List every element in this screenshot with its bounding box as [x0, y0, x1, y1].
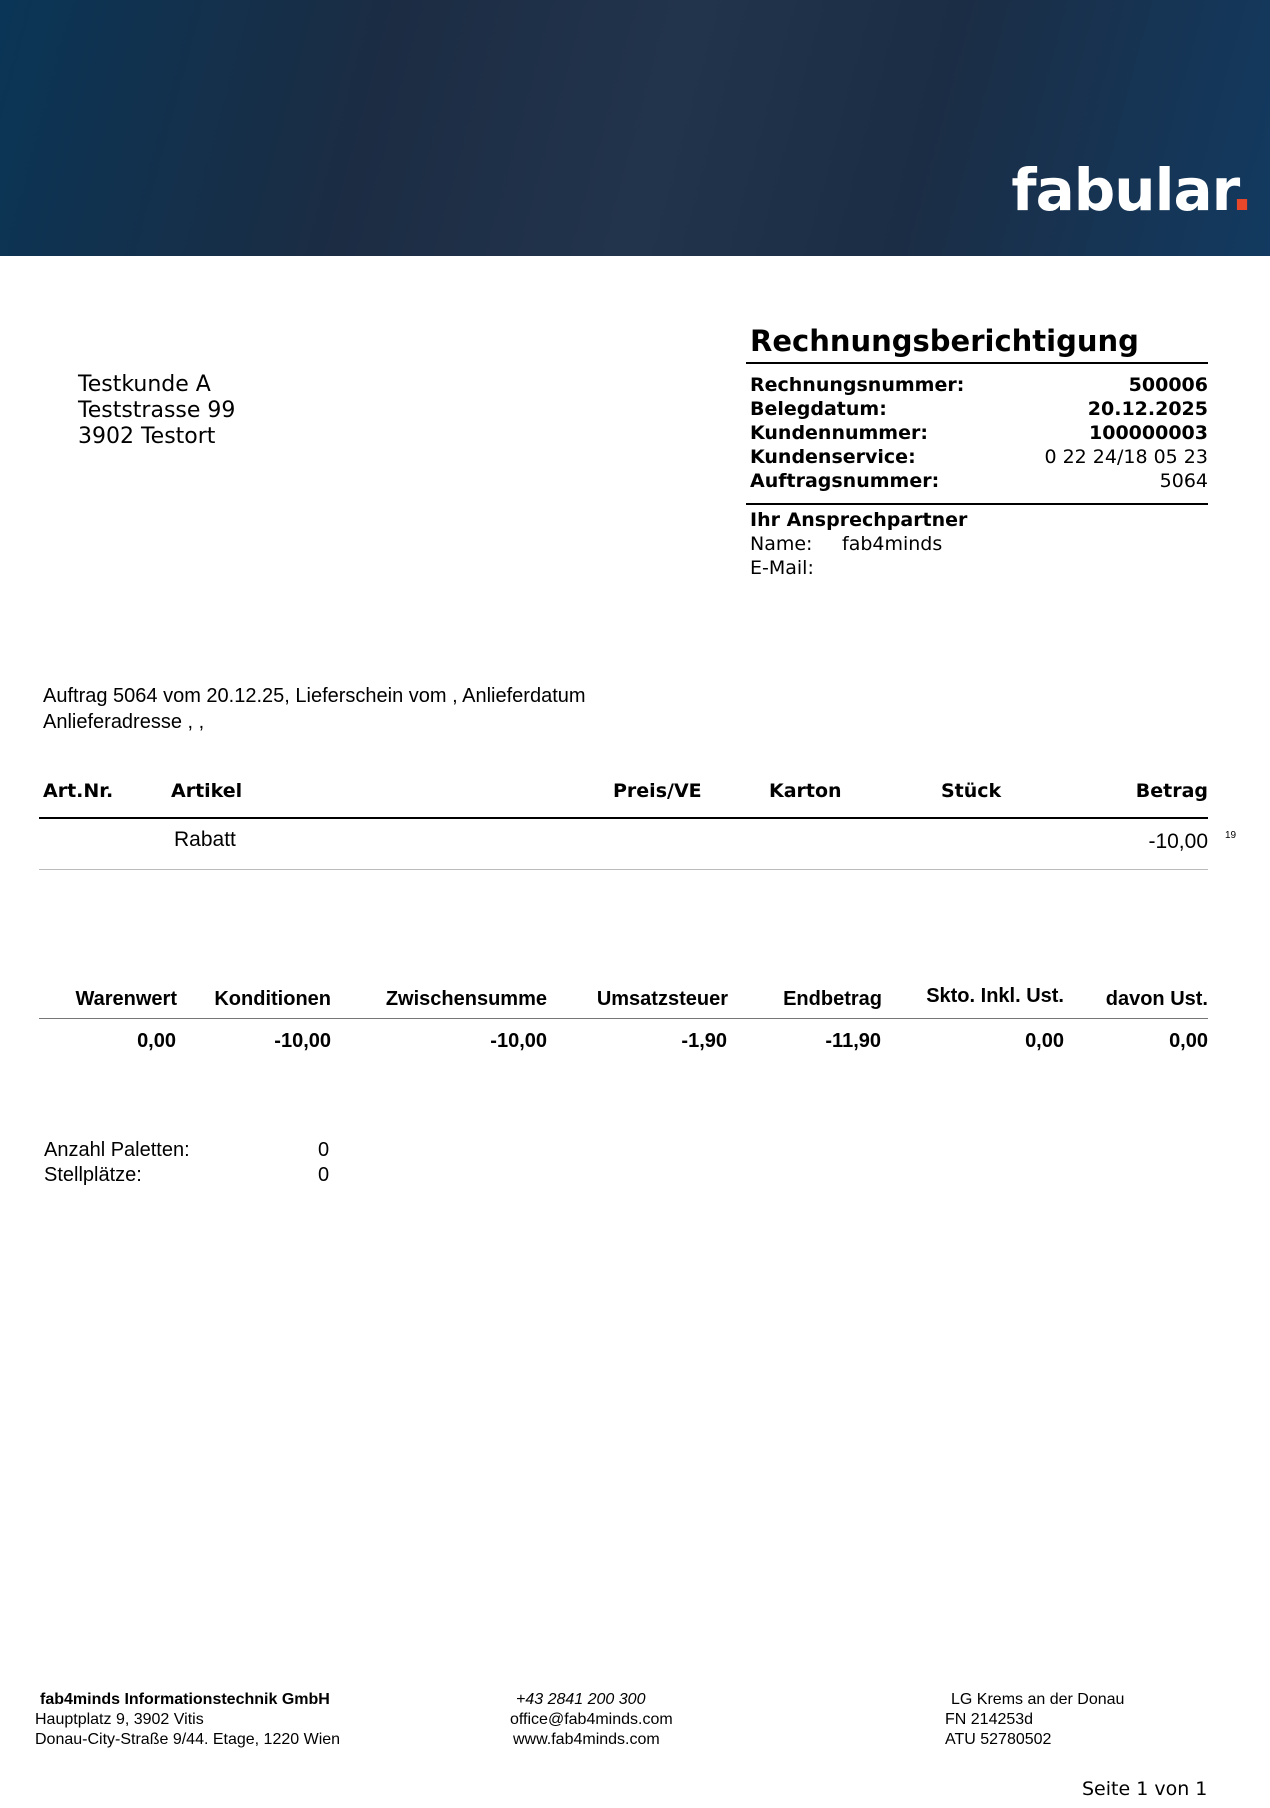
totals-header-umsatzsteuer: Umsatzsteuer [596, 988, 728, 1010]
totals-header-endbetrag: Endbetrag [783, 988, 882, 1010]
totals-value-zwischensumme: -10,00 [490, 1030, 547, 1052]
fabular-logo [1011, 156, 1252, 224]
footer-address-2: Donau-City-Straße 9/44. Etage, 1220 Wien [35, 1731, 341, 1748]
title-rule [746, 362, 1208, 364]
page-number: Seite 1 von 1 [1082, 1778, 1208, 1800]
footer-legal-block [945, 1690, 1124, 1750]
footer-company: fab4minds Informationstechnik GmbH [40, 1691, 330, 1708]
items-header-rule [39, 817, 1208, 819]
items-row-rule [39, 869, 1208, 870]
totals-value-endbetrag: -11,90 [825, 1030, 881, 1052]
totals-header-rule [39, 1018, 1208, 1019]
totals-header-skonto: Skto. Inkl. Ust. [926, 985, 1064, 1007]
totals-header-davon-ust: davon Ust. [1105, 988, 1208, 1010]
contact-email-line [750, 556, 967, 580]
order-line-2: Anlieferadresse , , [43, 711, 205, 733]
footer-court: LG Krems an der Donau [951, 1691, 1125, 1708]
col-header-art-nr: Art.Nr. [43, 780, 114, 802]
col-header-stueck: Stück [941, 780, 1002, 802]
info-row-auftragsnummer [750, 469, 1208, 493]
totals-value-umsatzsteuer: -1,90 [681, 1030, 727, 1052]
info-row-kundenservice [750, 445, 1208, 469]
col-header-betrag: Betrag [1135, 780, 1208, 802]
info-value: 500006 [1128, 374, 1208, 396]
contact-email-label: E-Mail: [750, 557, 814, 579]
footer-contact-block [510, 1690, 673, 1750]
stellplaetze-label: Stellplätze: [44, 1164, 142, 1186]
document-title: Rechnungsberichtigung [750, 324, 1139, 358]
col-header-preis: Preis/VE [613, 780, 702, 802]
footer-phone: +43 2841 200 300 [516, 1691, 646, 1708]
recipient-address [78, 372, 235, 450]
info-label: Belegdatum: [750, 398, 887, 420]
recipient-street: Teststrasse 99 [78, 398, 236, 423]
info-label: Kundenservice: [750, 446, 916, 468]
totals-value-konditionen: -10,00 [274, 1030, 331, 1052]
totals-header-warenwert: Warenwert [75, 988, 177, 1010]
logo-dot: . [1230, 156, 1252, 224]
info-label: Kundennummer: [750, 422, 928, 444]
footer-address-1: Hauptplatz 9, 3902 Vitis [35, 1711, 204, 1728]
stellplaetze-value: 0 [318, 1164, 330, 1186]
footer-company-block [35, 1690, 340, 1750]
contact-heading: Ihr Ansprechpartner [750, 509, 968, 531]
paletten-value: 0 [318, 1139, 330, 1161]
totals-header-konditionen: Konditionen [214, 988, 331, 1010]
item-artikel: Rabatt [174, 828, 236, 851]
totals-value-davon-ust: 0,00 [1169, 1030, 1208, 1052]
info-label: Auftragsnummer: [750, 470, 940, 492]
info-rule [746, 503, 1208, 505]
order-text [43, 683, 586, 735]
footer-fn: FN 214253d [945, 1711, 1034, 1728]
item-tax-code: 19 [1225, 830, 1237, 841]
info-row-kundennummer [750, 421, 1208, 445]
contact-block [750, 508, 967, 580]
paletten-label: Anzahl Paletten: [44, 1139, 190, 1161]
info-value: 100000003 [1089, 422, 1208, 444]
recipient-name: Testkunde A [78, 372, 211, 397]
footer-web: www.fab4minds.com [513, 1731, 660, 1748]
recipient-city: 3902 Testort [78, 424, 216, 449]
col-header-artikel: Artikel [171, 780, 243, 802]
info-value: 0 22 24/18 05 23 [1044, 446, 1208, 468]
document-info-table [750, 373, 1208, 493]
order-line-1: Auftrag 5064 vom 20.12.25, Lieferschein vom , Anlieferdatum [43, 685, 586, 707]
totals-header-zwischensumme: Zwischensumme [385, 988, 547, 1010]
item-betrag: -10,00 [1148, 830, 1208, 853]
contact-name-line [750, 532, 967, 556]
footer-atu: ATU 52780502 [945, 1731, 1052, 1748]
footer-email: office@fab4minds.com [510, 1711, 673, 1728]
info-label: Rechnungsnummer: [750, 374, 965, 396]
col-header-karton: Karton [769, 780, 842, 802]
totals-value-warenwert: 0,00 [137, 1030, 176, 1052]
info-row-rechnungsnummer [750, 373, 1208, 397]
info-value: 20.12.2025 [1087, 398, 1208, 420]
info-row-belegdatum [750, 397, 1208, 421]
contact-name-label: Name: [750, 533, 813, 555]
contact-name-value: fab4minds [842, 533, 943, 555]
totals-value-skonto: 0,00 [1025, 1030, 1064, 1052]
info-value: 5064 [1159, 470, 1208, 492]
logo-text: fabular [1011, 156, 1231, 224]
